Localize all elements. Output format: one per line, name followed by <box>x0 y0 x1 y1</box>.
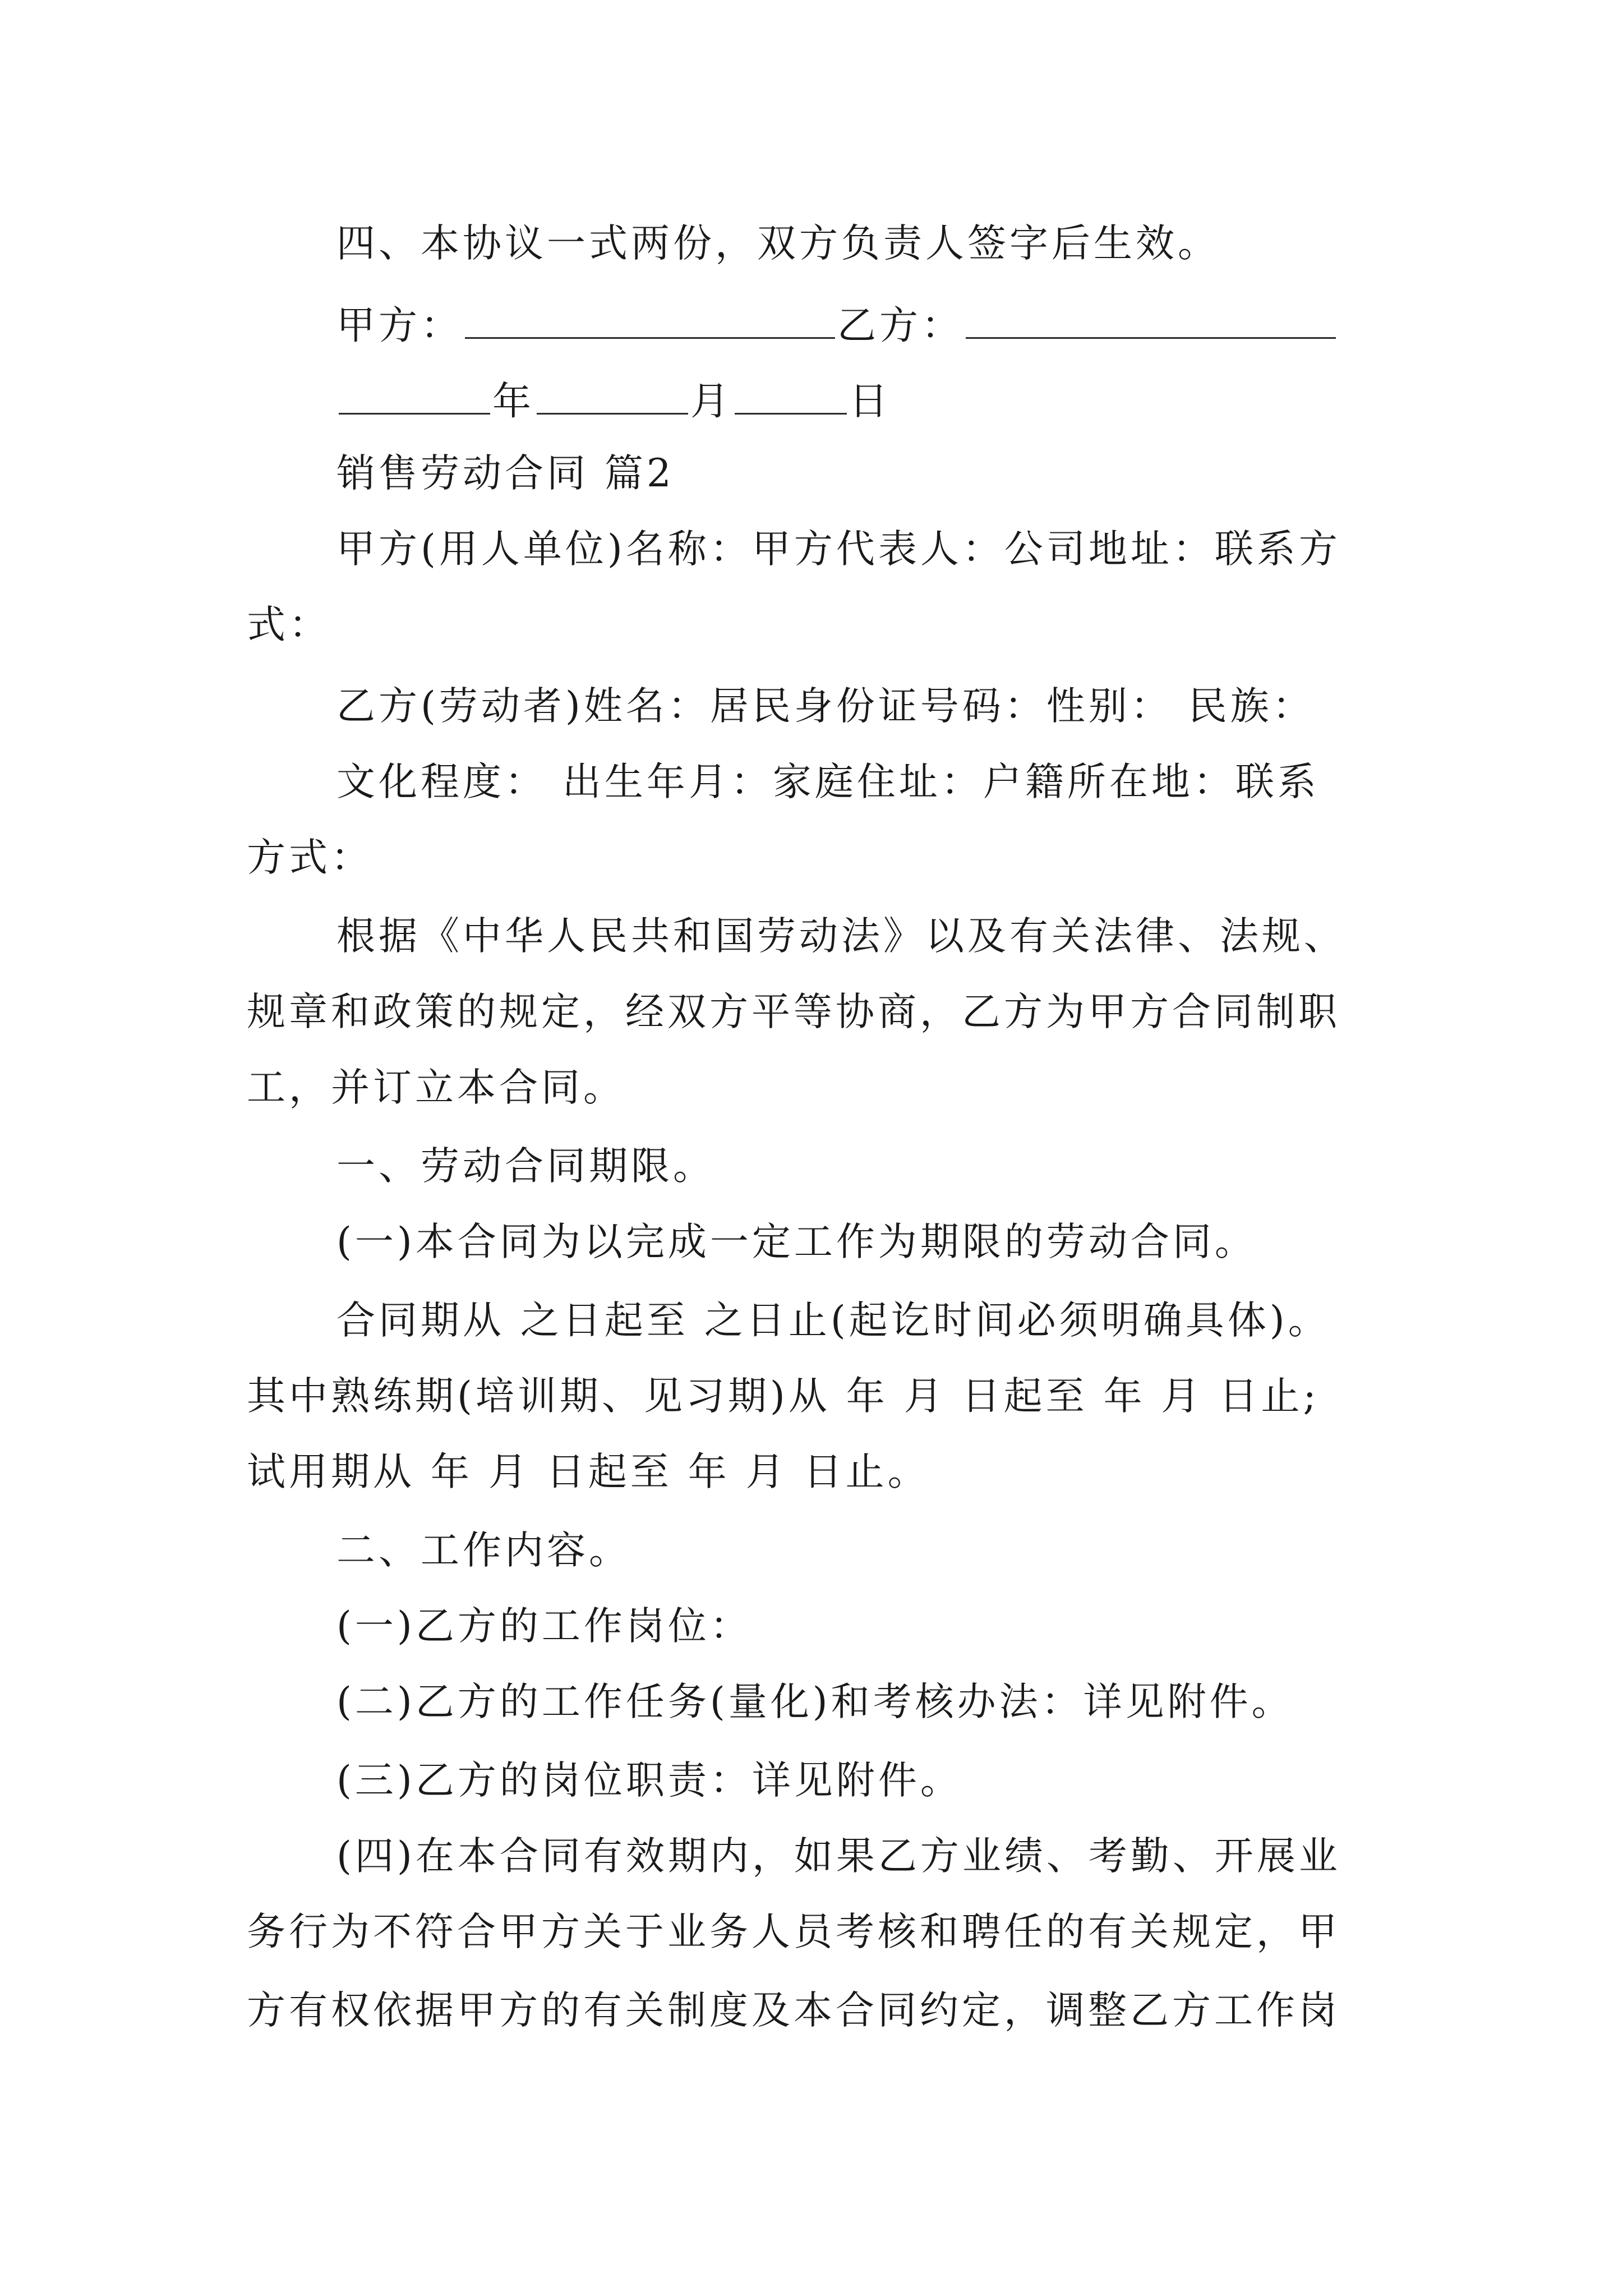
month-label: 月 <box>690 379 732 424</box>
section-title: 销售劳动合同 篇2 <box>336 451 675 496</box>
year-label: 年 <box>492 379 534 424</box>
party-a-info-cont: 式： <box>247 602 331 647</box>
party-b-info-cont: 方式： <box>247 835 373 880</box>
work-item-4-cont-1: 务行为不符合甲方关于业务人员考核和聘任的有关规定，甲 <box>247 1910 1340 1954</box>
party-b-info: 乙方(劳动者)姓名：居民身份证号码：性别： 民族： <box>336 684 1315 729</box>
training-period: 其中熟练期(培训期、见习期)从 年 月 日起至 年 月 日止; <box>247 1374 1320 1419</box>
term-period: 合同期从 之日起至 之日止(起讫时间必须明确具体)。 <box>336 1298 1330 1343</box>
month-blank <box>537 376 688 415</box>
party-b-label: 乙方： <box>837 303 963 348</box>
party-a-info: 甲方(用人单位)名称：甲方代表人：公司地址：联系方 <box>336 527 1341 572</box>
party-a-label: 甲方： <box>336 303 463 348</box>
day-label: 日 <box>849 379 891 424</box>
clause-four: 四、本协议一式两份，双方负责人签字后生效。 <box>336 221 1220 266</box>
year-blank <box>339 376 490 415</box>
party-b-info-2: 文化程度： 出生年月：家庭住址：户籍所在地：联系 <box>336 760 1320 804</box>
work-item-3: (三)乙方的岗位职责：详见附件。 <box>336 1758 962 1803</box>
work-item-4-cont-2: 方有权依据甲方的有关制度及本合同约定，调整乙方工作岗 <box>247 1988 1340 2033</box>
work-item-4: (四)在本合同有效期内，如果乙方业绩、考勤、开展业 <box>336 1834 1341 1879</box>
term-item-1: (一)本合同为以完成一定工作为期限的劳动合同。 <box>336 1220 1257 1264</box>
party-a-signature-blank <box>465 300 835 339</box>
heading-work-content: 二、工作内容。 <box>336 1528 631 1573</box>
preamble-3: 工，并订立本合同。 <box>247 1065 625 1110</box>
work-item-1: (一)乙方的工作岗位： <box>336 1604 752 1649</box>
work-item-2: (二)乙方的工作任务(量化)和考核办法：详见附件。 <box>336 1680 1294 1724</box>
preamble-1: 根据《中华人民共和国劳动法》以及有关法律、法规、 <box>336 914 1346 959</box>
probation-period: 试用期从 年 月 日起至 年 月 日止。 <box>247 1450 930 1494</box>
date-line <box>336 376 891 424</box>
signature-line <box>336 300 1338 346</box>
day-blank <box>735 376 847 415</box>
party-b-signature-blank <box>966 300 1336 339</box>
preamble-2: 规章和政策的规定，经双方平等协商，乙方为甲方合同制职 <box>247 990 1340 1034</box>
heading-contract-term: 一、劳动合同期限。 <box>336 1144 715 1189</box>
